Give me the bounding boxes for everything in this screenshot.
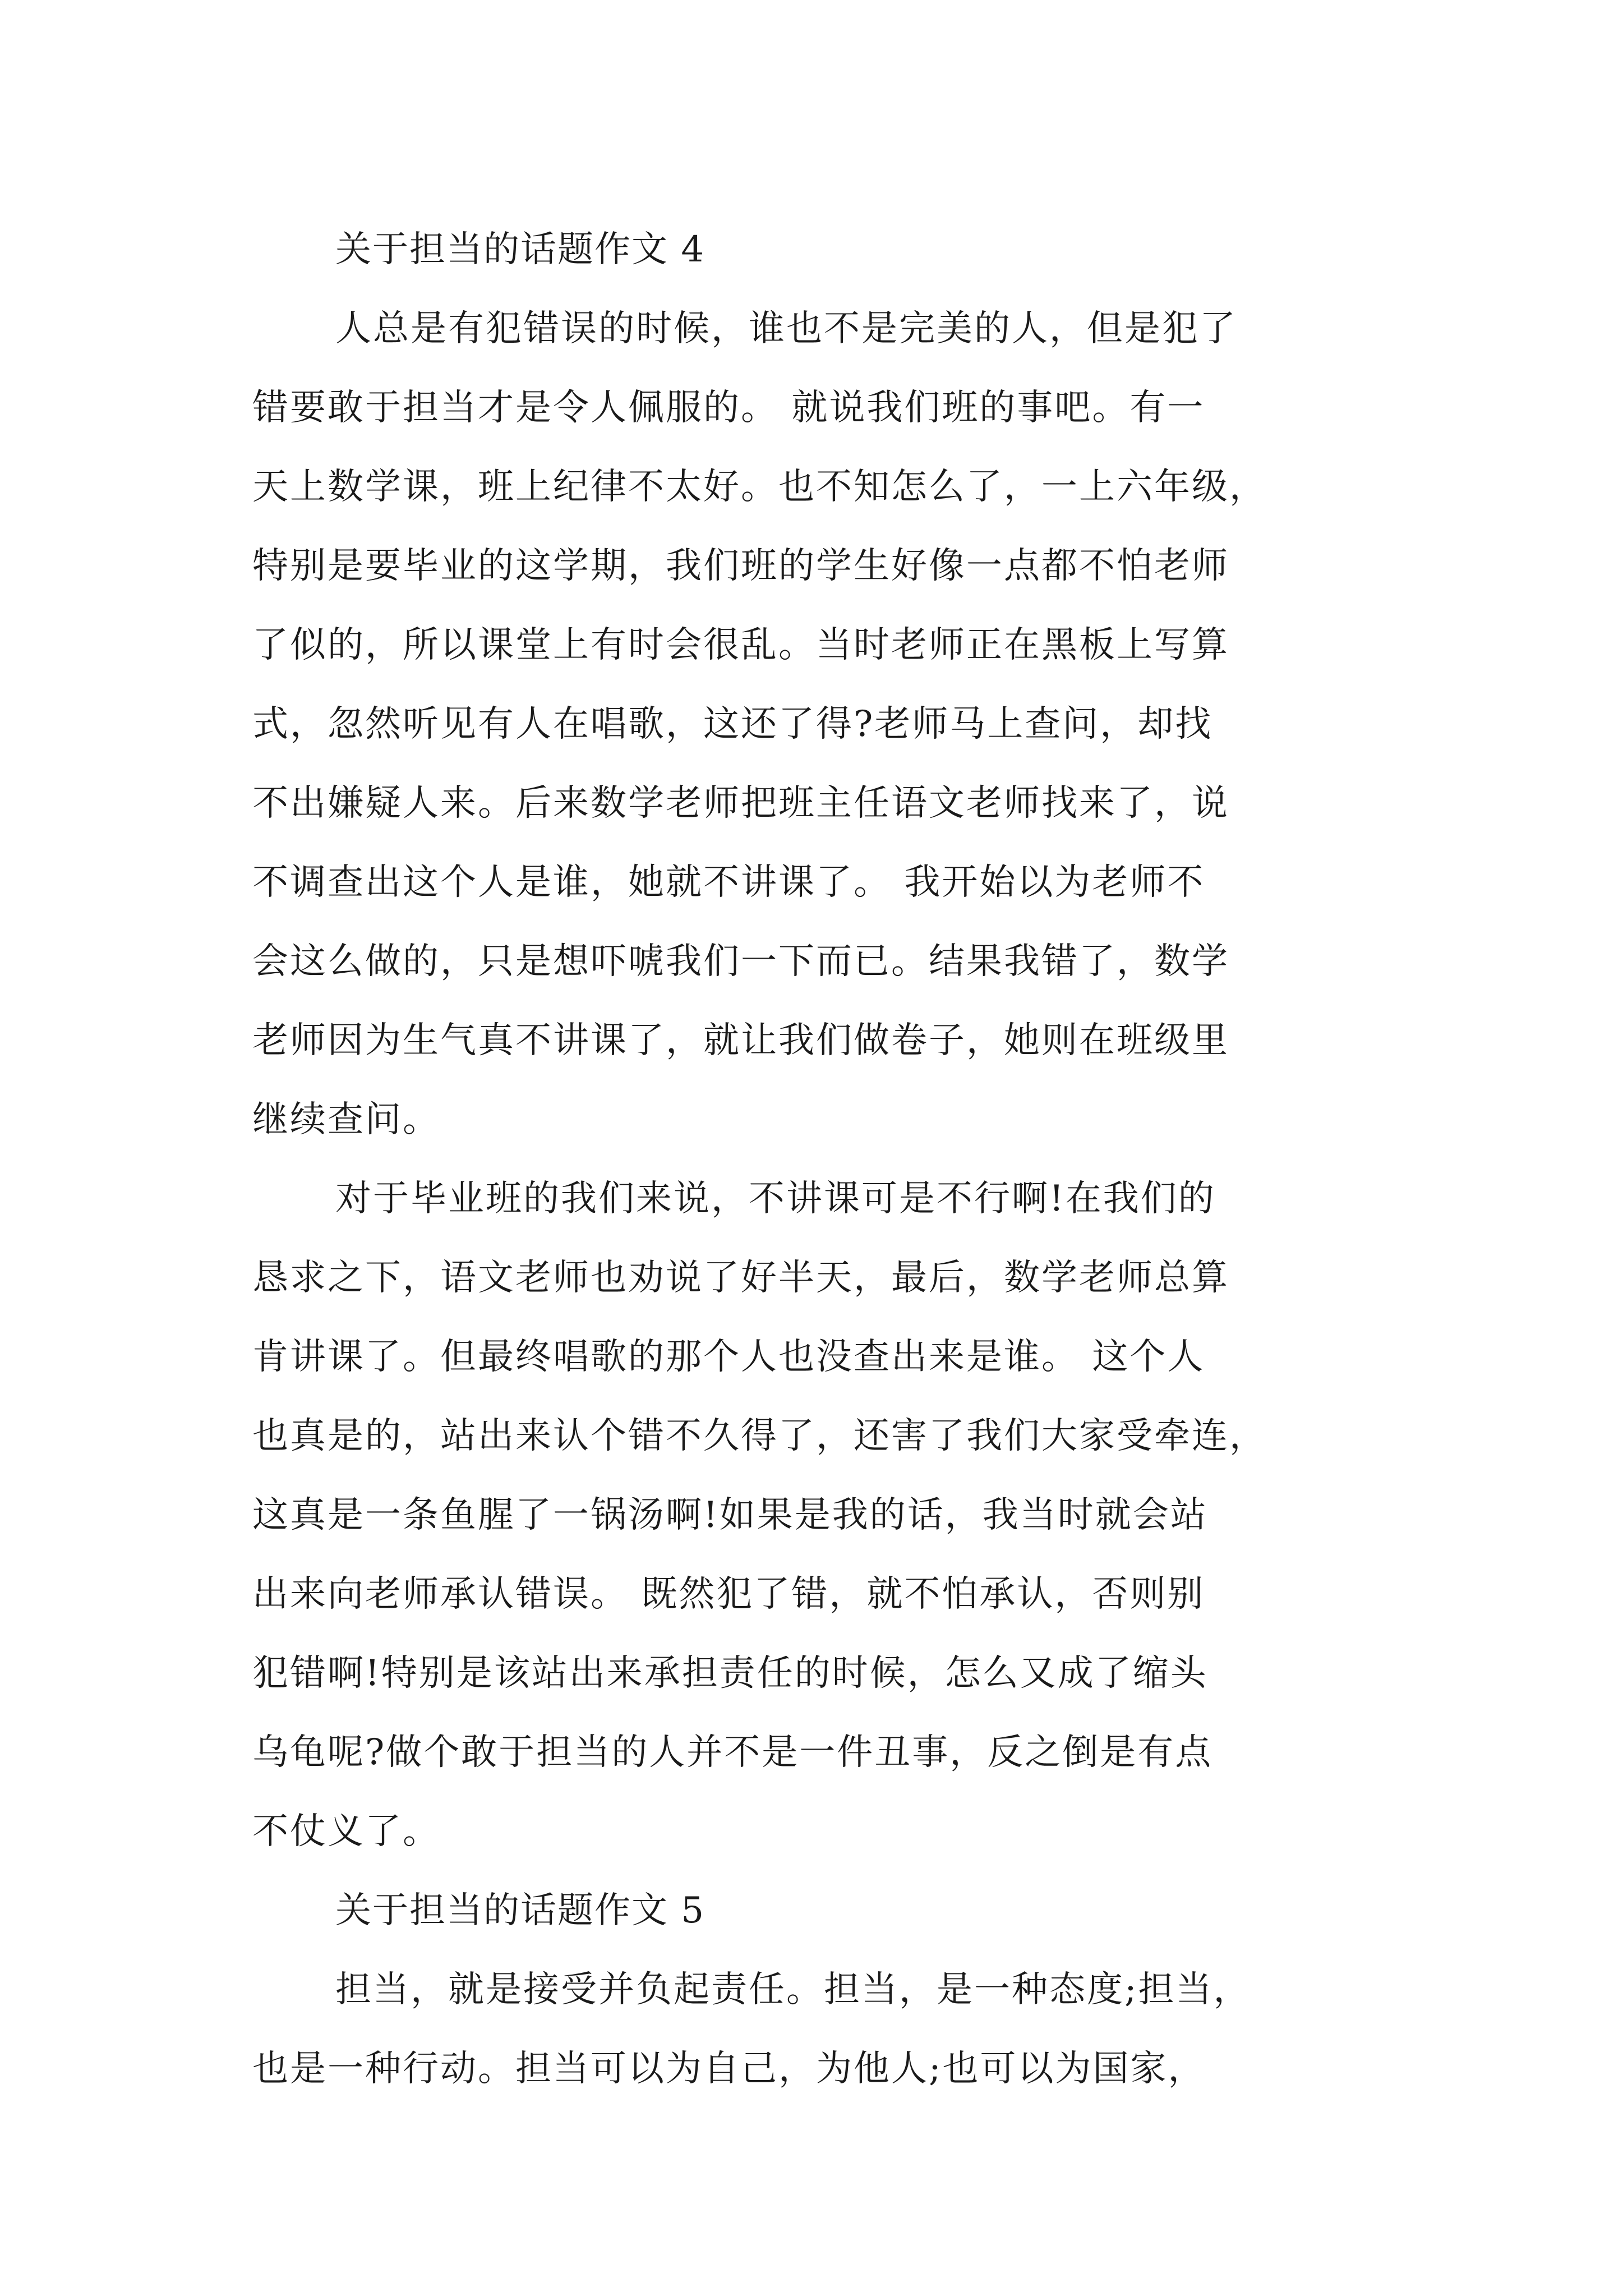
text-line: 这真是一条鱼腥了一锅汤啊!如果是我的话，我当时就会站 xyxy=(252,1494,1208,1536)
text-line: 乌龟呢?做个敢于担当的人并不是一件丑事，反之倒是有点 xyxy=(252,1732,1213,1773)
text-line: 对于毕业班的我们来说，不讲课可是不行啊!在我们的 xyxy=(335,1178,1216,1220)
text-line: 人总是有犯错误的时候，谁也不是完美的人，但是犯了 xyxy=(335,308,1237,349)
text-line: 出来向老师承认错误。 既然犯了错，就不怕承认，否则别 xyxy=(252,1573,1205,1615)
essay-4-paragraph-2 xyxy=(252,1159,1374,1871)
text-line: 不仗义了。 xyxy=(252,1811,440,1852)
text-line: 错要敢于担当才是令人佩服的。 就说我们班的事吧。有一 xyxy=(252,387,1205,429)
text-line: 天上数学课，班上纪律不太好。也不知怎么了，一上六年级， xyxy=(252,466,1267,508)
text-line: 不出嫌疑人来。后来数学老师把班主任语文老师找来了，说 xyxy=(252,783,1229,824)
text-line: 恳求之下，语文老师也劝说了好半天，最后，数学老师总算 xyxy=(252,1257,1229,1299)
document-body xyxy=(252,210,1374,2109)
text-line: 了似的，所以课堂上有时会很乱。当时老师正在黑板上写算 xyxy=(252,624,1229,666)
text-line: 担当，就是接受并负起责任。担当，是一种态度;担当， xyxy=(335,1969,1251,2010)
essay-5-paragraph-1 xyxy=(252,1950,1374,2109)
text-line: 会这么做的，只是想吓唬我们一下而已。结果我错了，数学 xyxy=(252,941,1229,982)
text-line: 不调查出这个人是谁，她就不讲课了。 我开始以为老师不 xyxy=(252,862,1205,903)
text-line: 也真是的，站出来认个错不久得了，还害了我们大家受牵连， xyxy=(252,1415,1267,1457)
text-line: 犯错啊!特别是该站出来承担责任的时候，怎么又成了缩头 xyxy=(252,1653,1208,1694)
essay-4-paragraph-1 xyxy=(252,289,1374,1159)
text-line: 也是一种行动。担当可以为自己，为他人;也可以为国家， xyxy=(252,2048,1206,2090)
essay-title-5: 关于担当的话题作文 5 xyxy=(335,1890,706,1931)
text-line: 式，忽然听见有人在唱歌，这还了得?老师马上查问，却找 xyxy=(252,703,1213,745)
text-line: 特别是要毕业的这学期，我们班的学生好像一点都不怕老师 xyxy=(252,545,1229,587)
essay-title-4: 关于担当的话题作文 4 xyxy=(335,229,706,270)
text-line: 老师因为生气真不讲课了，就让我们做卷子，她则在班级里 xyxy=(252,1020,1229,1061)
text-line: 继续查问。 xyxy=(252,1099,440,1140)
text-line: 肯讲课了。但最终唱歌的那个人也没查出来是谁。 这个人 xyxy=(252,1336,1205,1378)
